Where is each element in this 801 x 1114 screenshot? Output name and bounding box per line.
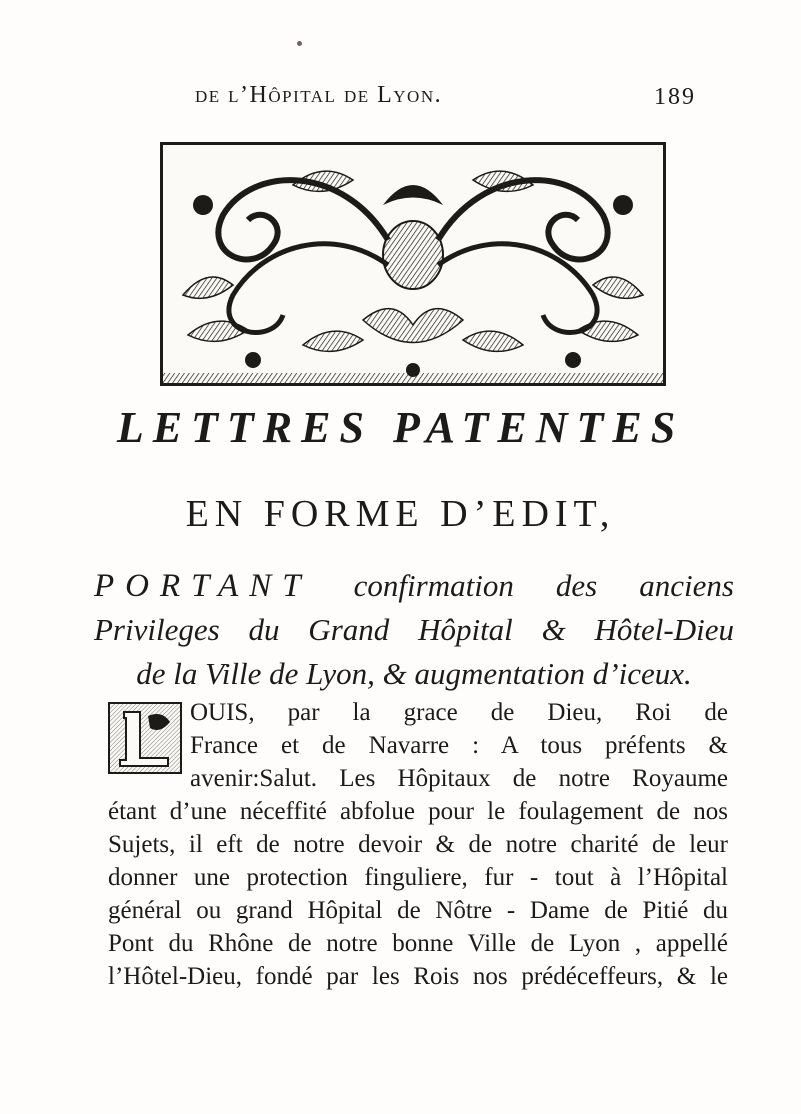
body-line: Sujets, il eft de notre devoir & de notre charité de leur <box>108 831 728 858</box>
subject-line-2: Privileges du Grand Hôpital & Hôtel-Dieu <box>94 612 734 647</box>
body-line: Pont du Rhône de notre bonne Ville de Lyon , appellé <box>108 930 728 957</box>
subject-lead: PORTANT <box>94 568 312 604</box>
floral-ornament-icon <box>163 145 663 383</box>
subject-line-1 <box>94 564 734 608</box>
body-line: donner une protection finguliere, fur - tout à l’Hôpital <box>108 864 728 891</box>
ornamental-headpiece <box>160 142 666 386</box>
running-head <box>0 82 801 112</box>
body-line: général ou grand Hôpital de Nôtre - Dame de Pitié du <box>108 897 728 924</box>
body-line: avenir:Salut. Les Hôpitaux de notre Royaume <box>190 765 728 792</box>
subject-line-1-rest: confirmation des anciens <box>311 568 734 603</box>
body-line: l’Hôtel-Dieu, fondé par les Rois nos prédéceffeurs, & le <box>108 963 728 990</box>
title-main: LETTRES PATENTES <box>116 403 685 452</box>
body-line: OUIS, par la grace de Dieu, Roi de <box>190 699 728 726</box>
title-sub: EN FORME D’EDIT, <box>185 493 616 535</box>
subject-heading <box>94 564 734 696</box>
body-text <box>108 696 728 993</box>
page-number: 189 <box>654 84 696 110</box>
body-line: France et de Navarre : A tous préfents & <box>190 732 728 759</box>
running-title: de l’Hôpital de Lyon. <box>195 82 443 108</box>
ink-speck <box>297 41 302 46</box>
subject-line-3: de la Ville de Lyon, & augmentation d’iceux. <box>136 656 692 691</box>
body-line: étant d’une néceffité abfolue pour le foulagement de nos <box>108 798 728 825</box>
